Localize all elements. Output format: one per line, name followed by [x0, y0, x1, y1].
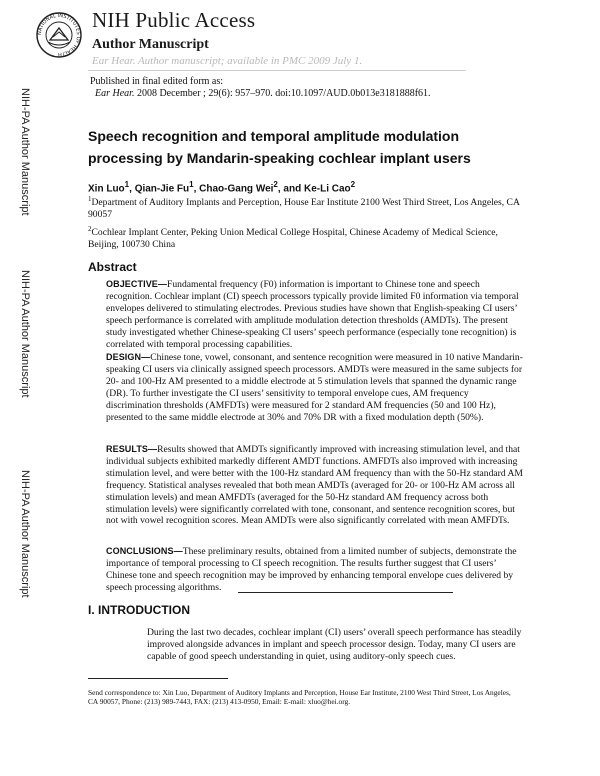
article-title: Speech recognition and temporal amplitude modulation processing by Mandarin-speaking cochlear implant users — [88, 128, 471, 166]
objective-label: OBJECTIVE— — [106, 279, 168, 289]
design-text: Chinese tone, vowel, consonant, and sentence recognition were measured in 10 native Mandarin-speaking CI users via clinically assigned speech processors. AMDTs were measured in the same subjects for 20- and 100-Hz AM presented to a middle electrode at 5 stimulation levels that spanned the dynamic range (DR). To further investigate the CI users’ sensitivity to temporal envelope cues, AM frequency discrimination thresholds (AMFDTs) were measured for 2 standard AM frequencies (50 and 100 Hz), presented to the same middle electrode at 30% and 70% DR with a fixed modulation depth (50%). — [106, 352, 523, 423]
nih-logo — [34, 8, 84, 70]
introduction-text: During the last two decades, cochlear implant (CI) users’ overall speech performance has steadily improved alongside advances in implant and speech processor design. Today, many CI users are capable of good speech understanding in quiet, using auditory-only speech cues. — [147, 627, 522, 662]
correspondence-footnote: Send correspondence to: Xin Luo, Department of Auditory Implants and Perception, House Ear Institute, 2100 West Third Street, Los Angeles, CA 90057, Phone: (213) 989-7443, FAX: (213) 413-0950, Email: E-mail: xluo@hei.org. — [88, 688, 511, 707]
journal-name: Ear Hear. — [95, 88, 135, 99]
affiliation-text: Department of Auditory Implants and Perception, House Ear Institute 2100 West Third Street, Los Angeles, CA 90057 — [88, 197, 520, 220]
author-affil-sup: 1 — [124, 180, 130, 189]
affiliation-text: Cochlear Implant Center, Peking Union Medical College Hospital, Chinese Academy of Medical Science, Beijing, 100730 China — [88, 227, 498, 250]
objective-text: Fundamental frequency (F0) information is important to Chinese tone and speech recognition. Cochlear implant (CI) speech processors typically provide limited F0 information via temporal envelopes delivered to stimulating electrodes. Previous studies have shown that English-speaking CI users’ speech performance is correlated with amplitude modulation detection thresholds (AMDTs). The present study investigated whether Chinese-speaking CI users’ speech performance (especially tone recognition) is correlated with temporal processing capabilities. — [106, 279, 519, 350]
nih-seal-icon — [34, 8, 84, 70]
logo-ring-text: NATIONAL INSTITUTES OF HEALTH — [36, 12, 82, 58]
author-manuscript-label: Author Manuscript — [92, 37, 209, 52]
author-affil-sup: 1 — [189, 180, 194, 189]
sidebar-label-bottom: NIH-PA Author Manuscript — [19, 470, 31, 598]
citation-line — [95, 88, 431, 99]
author-name: Xin Luo — [88, 183, 125, 195]
nih-public-access-title: NIH Public Access — [92, 8, 256, 32]
author-sep: , — [129, 183, 135, 195]
author-affil-sup: 2 — [350, 180, 356, 189]
abstract-conclusions — [106, 546, 526, 594]
results-text: Results showed that AMDTs significantly improved with increasing stimulation level, and that individual subjects exhibited markedly different AMDT functions. AMFDTs also improved with increasing stimulation level, and were better with the 100-Hz standard AM frequency than with the 50-Hz standard AM frequency. Statistical analyses revealed that both mean AMDTs (averaged for 20- or 100-Hz AM across all stimulation levels) and mean AMFDTs (averaged for the 50-Hz standard AM frequency across both stimulation levels) were significantly correlated with tone, consonant, and sentence recognition scores, but not with vowel recognition scores. Mean AMDTs were also significantly correlated with mean AMFDTs. — [106, 444, 523, 527]
author-sep: , — [193, 183, 200, 195]
author-name: Qian-Jie Fu — [134, 183, 190, 195]
design-label: DESIGN— — [106, 352, 151, 362]
affiliation-1 — [88, 194, 520, 221]
affiliation-sup: 2 — [88, 225, 92, 233]
abstract-results — [106, 444, 526, 527]
availability-note: Ear Hear. Author manuscript; available in PMC 2009 July 1. — [92, 55, 363, 67]
author-name: Ke-Li Cao — [304, 183, 351, 195]
author-list — [88, 180, 355, 194]
conclusions-text: These preliminary results, obtained from a limited number of subjects, demonstrate the importance of temporal processing to CI speech recognition. The results further suggest that CI users’ Chinese tone and speech recognition may be improved by enhancing temporal envelope cues delivered by speech processing algorithms. — [106, 546, 517, 593]
abstract-heading: Abstract — [88, 260, 137, 274]
sidebar-label-top: NIH-PA Author Manuscript — [19, 88, 31, 216]
affiliation-2 — [88, 224, 520, 251]
citation-details: 2008 December ; 29(6): 957–970. doi:10.1097/AUD.0b013e3181888f61. — [134, 88, 431, 99]
author-affil-sup: 2 — [273, 180, 278, 189]
conclusions-label: CONCLUSIONS— — [106, 546, 183, 556]
abstract-design — [106, 352, 526, 423]
abstract-objective — [106, 279, 526, 350]
affiliation-sup: 1 — [88, 195, 92, 203]
header-divider — [88, 70, 466, 71]
author-sep: , and — [277, 183, 304, 195]
results-label: RESULTS— — [106, 444, 158, 454]
footnote-divider — [88, 678, 228, 679]
published-line: Published in final edited form as: — [90, 76, 224, 87]
sidebar-label-middle: NIH-PA Author Manuscript — [19, 270, 31, 398]
introduction-heading: I. INTRODUCTION — [88, 603, 190, 617]
abstract-end-rule — [238, 592, 453, 593]
author-name: Chao-Gang Wei — [199, 183, 274, 195]
